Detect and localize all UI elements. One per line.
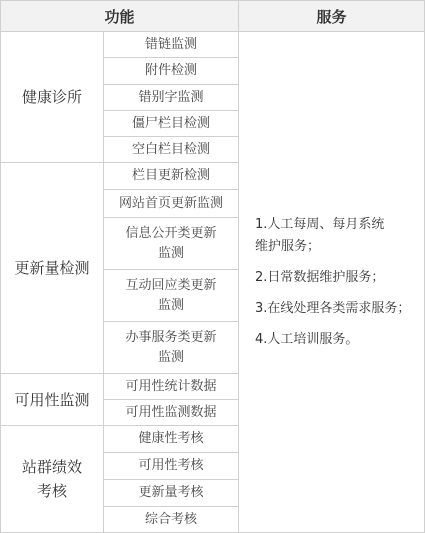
item-service-update: 办事服务类更新 监测	[104, 322, 239, 374]
service-item: 3.在线处理各类需求服务；	[255, 300, 411, 316]
item-health-assessment: 健康性考核	[104, 426, 239, 453]
header-function: 功能	[1, 1, 239, 32]
service-item: 1.人工每周、每月系统 维护服务；	[255, 216, 385, 254]
item-typo-monitoring: 错别字监测	[104, 85, 239, 111]
category-health-clinic: 健康诊所	[1, 32, 104, 163]
service-cell	[239, 32, 425, 533]
item-availability-assessment: 可用性考核	[104, 453, 239, 480]
service-item: 4.人工培训服务。	[255, 331, 359, 347]
category-availability-monitoring: 可用性监测	[1, 374, 104, 426]
item-availability-stats: 可用性统计数据	[104, 374, 239, 400]
service-item: 2.日常数据维护服务；	[255, 269, 385, 285]
item-info-disclosure-update: 信息公开类更新 监测	[104, 218, 239, 270]
item-column-update-check: 栏目更新检测	[104, 163, 239, 190]
item-interaction-update: 互动回应类更新 监测	[104, 270, 239, 322]
item-zombie-column-check: 僵尸栏目检测	[104, 111, 239, 137]
table-header-row	[1, 1, 425, 32]
category-site-group-performance: 站群绩效 考核	[1, 426, 104, 533]
item-homepage-update-monitoring: 网站首页更新监测	[104, 190, 239, 218]
item-blank-column-check: 空白栏目检测	[104, 137, 239, 163]
header-service: 服务	[239, 1, 425, 32]
item-broken-link-monitoring: 错链监测	[104, 32, 239, 58]
table-row	[1, 32, 425, 58]
item-availability-monitoring-data: 可用性监测数据	[104, 400, 239, 426]
item-attachment-check: 附件检测	[104, 58, 239, 85]
category-update-check: 更新量检测	[1, 163, 104, 374]
item-overall-assessment: 综合考核	[104, 507, 239, 533]
item-update-assessment: 更新量考核	[104, 480, 239, 507]
